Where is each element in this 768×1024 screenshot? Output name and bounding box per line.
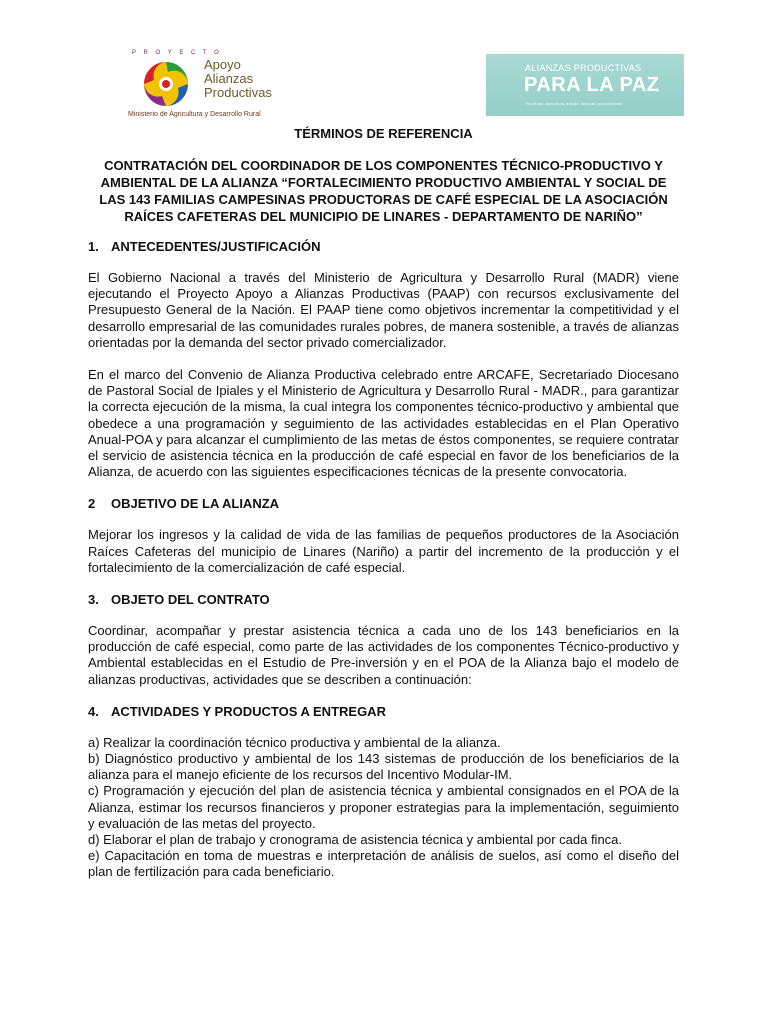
list-item: c) Programación y ejecución del plan de asistencia técnica y ambiental consignados en el POA de la Alianza, estimar los recursos financieros y proponer estrategias para la implementación, seguimiento y evaluación de las metas del proyecto. bbox=[88, 783, 679, 831]
section-2-paragraph-1: Mejorar los ingresos y la calidad de vida de las familias de pequeños productores de la Asociación Raíces Cafeteras del municipio de Linares (Nariño) a partir del incremento de la producción y el fortalecimiento de la comercialización de café especial. bbox=[88, 527, 679, 575]
logo-right-tagline: Ruralidad, agricultura, trabajo, alianzas, productividad bbox=[526, 101, 622, 106]
activities-list bbox=[88, 735, 679, 881]
section-1-paragraph-2: En el marco del Convenio de Alianza Productiva celebrado entre ARCAFE, Secretariado Diocesano de Pastoral Social de Ipiales y el Ministerio de Agricultura y Desarrollo Rural - MADR., para garantizar la correcta ejecución de la misma, la cual integra los componentes técnico-productivo y ambiental que obedece a una programación y seguimiento de las actividades establecidas en el Plan Operativo Anual-POA y para alcanzar el cumplimiento de las metas de éstos componentes, se requiere contratar el servicio de asistencia técnica en la producción de café especial en favor de los beneficiarios de la Alianza, de acuerdo con las siguientes especificaciones técnicas de la presente convocatoria. bbox=[88, 367, 679, 480]
document-title: TÉRMINOS DE REFERENCIA bbox=[294, 126, 473, 141]
section-heading-3 bbox=[88, 592, 679, 608]
section-number: 2 bbox=[88, 496, 96, 512]
section-3-paragraph-1: Coordinar, acompañar y prestar asistencia técnica a cada uno de los 143 beneficiarios en la producción de café especial, como parte de las actividades de los componentes Técnico-productivo y Ambiental establecidas en el Estudio de Pre-inversión y en el POA de la Alianza bajo el modelo de alianzas productivas, actividades que se describen a continuación: bbox=[88, 623, 679, 687]
logo-line-1: Apoyo bbox=[204, 57, 241, 72]
logo-line-3: Productivas bbox=[204, 85, 272, 100]
section-number: 4. bbox=[88, 703, 99, 719]
logo-line-2: Alianzas bbox=[204, 71, 254, 86]
section-number: 3. bbox=[88, 592, 99, 608]
logo-proyecto-label: P R O Y E C T O bbox=[132, 50, 222, 56]
section-title: OBJETIVO DE LA ALIANZA bbox=[111, 496, 280, 512]
list-item: d) Elaborar el plan de trabajo y cronograma de asistencia técnica y ambiental por cada finca. bbox=[88, 832, 623, 848]
section-heading-1 bbox=[88, 239, 679, 255]
section-heading-4 bbox=[88, 704, 679, 720]
logo-ministry-label: Ministerio de Agricultura y Desarrollo Rural bbox=[128, 111, 261, 118]
section-title: ACTIVIDADES Y PRODUCTOS A ENTREGAR bbox=[111, 703, 386, 719]
swirl-logo-icon bbox=[128, 50, 202, 112]
section-title: ANTECEDENTES/JUSTIFICACIÓN bbox=[111, 239, 321, 254]
list-item: b) Diagnóstico productivo y ambiental de los 143 sistemas de producción de los beneficiarios de la alianza para el manejo eficiente de los recursos del Incentivo Modular-IM. bbox=[88, 751, 679, 783]
document-subtitle: CONTRATACIÓN DEL COORDINADOR DE LOS COMPONENTES TÉCNICO-PRODUCTIVO Y AMBIENTAL DE LA ALIANZA “FORTALECIMIENTO PRODUCTIVO AMBIENTAL Y SOCIAL DE LAS 143 FAMILIAS CAMPESINAS PRODUCTORAS DE CAFÉ ESPECIAL DE LA ASOCIACIÓN RAÍCES CAFETERAS DEL MUNICIPIO DE LINARES - DEPARTAMENTO DE NARIÑO” bbox=[99, 158, 668, 224]
alianzas-paz-logo bbox=[486, 54, 684, 116]
section-1-paragraph-1: El Gobierno Nacional a través del Ministerio de Agricultura y Desarrollo Rural (MADR) viene ejecutando el Proyecto Apoyo a Alianzas Productivas (PAAP) con recursos exclusivamente del Presupuesto General de la Nación. El PAAP tiene como objetivos incrementar la competitividad y el desarrollo empresarial de las comunidades rurales pobres, de manera sostenible, a través de alianzas orientadas por la demanda del sector privado comercializador. bbox=[88, 270, 679, 350]
list-item: a) Realizar la coordinación técnico productiva y ambiental de la alianza. bbox=[88, 734, 501, 750]
apoyo-alianzas-logo bbox=[128, 50, 288, 122]
document-content bbox=[88, 126, 679, 881]
section-heading-2 bbox=[88, 496, 679, 512]
section-number: 1. bbox=[88, 239, 99, 254]
section-title: OBJETO DEL CONTRATO bbox=[111, 592, 270, 608]
logo-name bbox=[204, 58, 272, 100]
logo-right-small-text: ALIANZAS PRODUCTIVAS bbox=[525, 63, 642, 73]
list-item: e) Capacitación en toma de muestras e interpretación de análisis de suelos, así como el diseño del plan de fertilización para cada beneficiario. bbox=[88, 848, 679, 880]
logo-right-big-text: PARA LA PAZ bbox=[524, 74, 660, 96]
